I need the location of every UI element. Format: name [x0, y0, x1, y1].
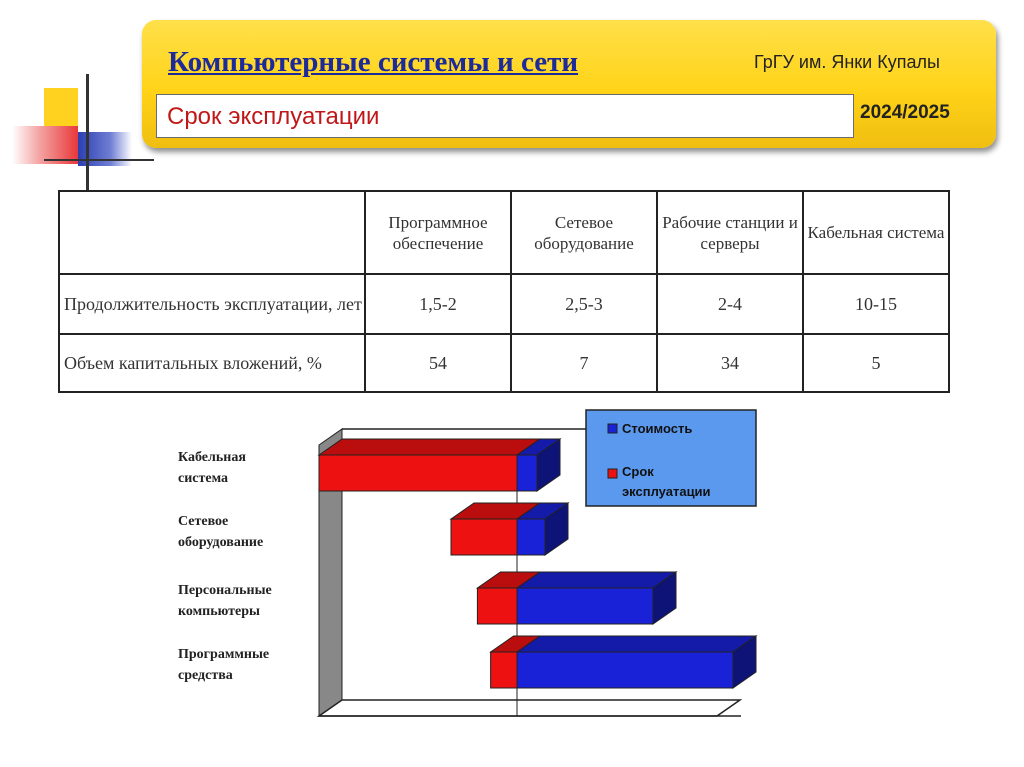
category-label: Программные — [178, 647, 270, 662]
table-header-cell: Рабочие станции и серверы — [657, 191, 803, 274]
legend-label-lifetime: эксплуатации — [622, 484, 711, 499]
bar-top-red — [319, 439, 540, 455]
bar-blue — [517, 588, 653, 624]
table-row-label: Продолжительность эксплуатации, лет — [59, 274, 365, 334]
academic-year: 2024/2025 — [860, 102, 950, 123]
table-cell: 2-4 — [657, 274, 803, 334]
table-header-cell — [59, 191, 365, 274]
category-label: компьютеры — [178, 604, 260, 619]
university-name: ГрГУ им. Янки Купалы — [754, 52, 940, 72]
category-label: оборудование — [178, 535, 264, 550]
legend-swatch-blue — [608, 424, 617, 433]
bar-red — [319, 455, 517, 491]
page-title: Компьютерные системы и сети — [168, 46, 579, 78]
legend-label-cost: Стоимость — [622, 421, 693, 436]
bar-chart — [160, 405, 760, 735]
category-label: Сетевое — [178, 514, 229, 529]
data-table — [58, 190, 950, 393]
table-header-row — [59, 191, 949, 274]
table-cell: 54 — [365, 334, 511, 392]
category-label: Кабельная — [178, 450, 246, 465]
table-row — [59, 334, 949, 392]
bar-top-blue — [517, 636, 756, 652]
bar-red — [491, 652, 517, 688]
table-cell: 34 — [657, 334, 803, 392]
bar-top-blue — [517, 572, 676, 588]
table-cell: 10-15 — [803, 274, 949, 334]
table-cell: 1,5-2 — [365, 274, 511, 334]
category-label: Персональные — [178, 583, 272, 598]
bar-blue — [517, 519, 545, 555]
bar-blue — [517, 652, 733, 688]
table-cell: 7 — [511, 334, 657, 392]
category-label: средства — [178, 668, 233, 683]
decor-horizontal-line — [44, 159, 154, 161]
category-label: система — [178, 471, 229, 486]
table-cell: 2,5-3 — [511, 274, 657, 334]
header-banner — [142, 20, 996, 148]
decor-vertical-line — [86, 74, 89, 192]
bar-blue — [517, 455, 537, 491]
legend-label-lifetime: Срок — [622, 464, 654, 479]
table-row-label: Объем капитальных вложений, % — [59, 334, 365, 392]
table-header-cell: Программное обеспечение — [365, 191, 511, 274]
subtitle-box — [156, 94, 854, 138]
legend-swatch-red — [608, 469, 617, 478]
table-header-cell: Кабельная система — [803, 191, 949, 274]
page-subtitle: Срок эксплуатации — [167, 103, 380, 130]
chart-floor — [319, 700, 740, 716]
table-header-cell: Сетевое оборудование — [511, 191, 657, 274]
bar-red — [451, 519, 517, 555]
bar-red — [477, 588, 517, 624]
table-cell: 5 — [803, 334, 949, 392]
table-row — [59, 274, 949, 334]
